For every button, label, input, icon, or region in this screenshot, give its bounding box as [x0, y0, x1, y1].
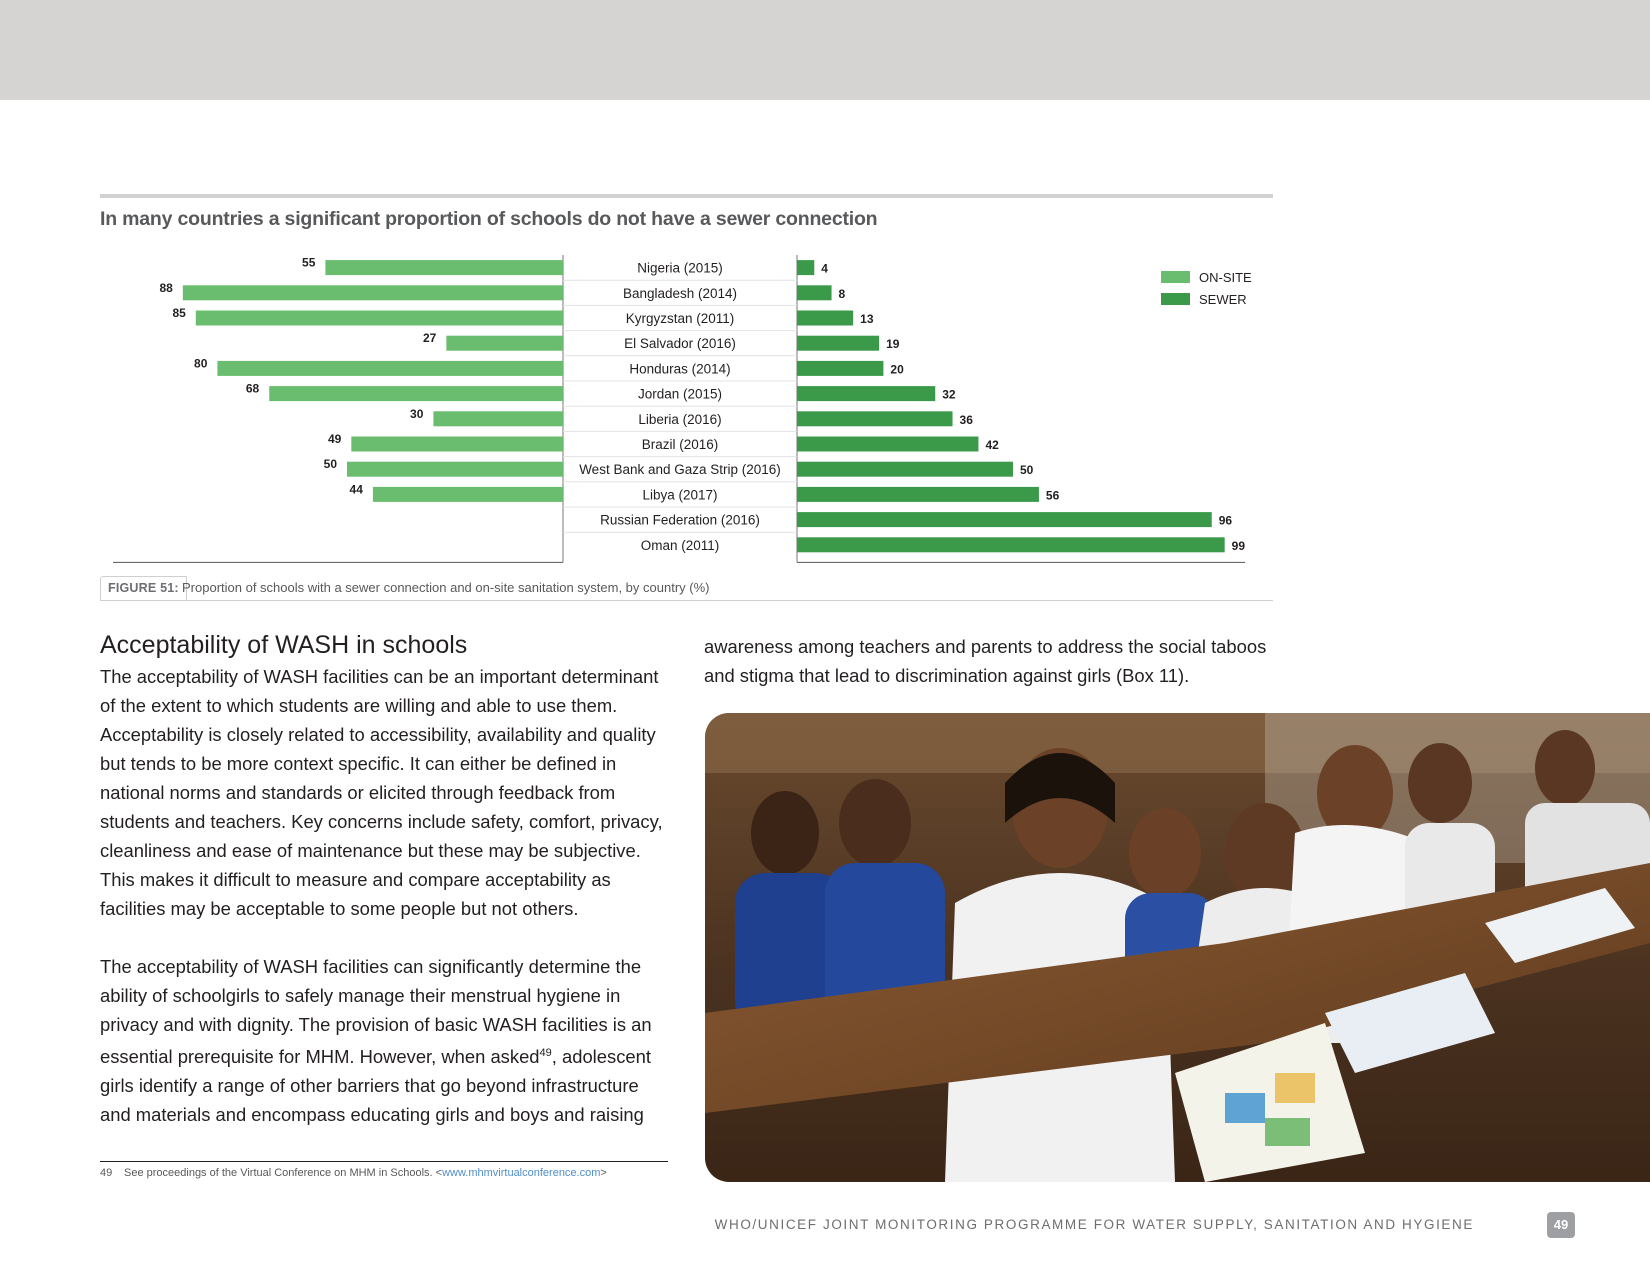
onsite-bar [446, 336, 563, 351]
onsite-bar [183, 285, 563, 300]
onsite-bar [433, 411, 563, 426]
figure-caption [100, 576, 1273, 601]
legend-label-on-site: ON-SITE [1199, 270, 1252, 285]
sewer-bar [797, 512, 1212, 527]
right-column [704, 632, 1284, 690]
category-label: Russian Federation (2016) [600, 512, 760, 528]
figure-label: FIGURE 51: [100, 576, 187, 600]
category-label: Liberia (2016) [638, 411, 722, 427]
sewer-value-label: 13 [860, 312, 874, 326]
onsite-value-label: 27 [423, 331, 437, 346]
sewer-value-label: 19 [886, 337, 900, 352]
onsite-value-label: 49 [327, 432, 342, 446]
paragraph-2-text-continued: , adolescent girls identify a range of other barriers that go beyond infrastructure and materials and encompass educating girls and boys and raising [100, 1046, 651, 1126]
onsite-value-label: 68 [245, 381, 260, 396]
bar-chart [0, 0, 1650, 620]
sewer-bar [797, 537, 1225, 552]
footnote-rule [100, 1161, 668, 1162]
onsite-value-label: 30 [410, 406, 424, 421]
category-label: Bangladesh (2014) [622, 285, 738, 301]
sewer-value-label: 50 [1020, 463, 1034, 478]
chart-title: In many countries a significant proportion of schools do not have a sewer connection [100, 208, 878, 230]
page-number: 49 [1547, 1212, 1575, 1238]
onsite-value-label: 55 [302, 255, 316, 270]
category-label: Brazil (2016) [641, 437, 719, 452]
onsite-bar [217, 361, 563, 376]
sewer-value-label: 56 [1045, 488, 1060, 503]
category-label: Nigeria (2015) [637, 260, 723, 276]
onsite-value-label: 85 [172, 306, 186, 320]
category-label: Jordan (2015) [637, 386, 723, 402]
sewer-value-label: 8 [838, 286, 846, 301]
sewer-bar [797, 437, 978, 452]
running-footer: WHO/UNICEF JOINT MONITORING PROGRAMME FOR WATER SUPPLY, SANITATION AND HYGIENE [714, 1217, 1474, 1232]
onsite-value-label: 88 [159, 280, 173, 295]
footnote-number: 49 [100, 1167, 113, 1179]
sewer-value-label: 36 [959, 412, 973, 427]
sewer-bar [797, 260, 814, 275]
sewer-bar [797, 411, 953, 426]
onsite-value-label: 44 [349, 482, 363, 497]
legend-swatch-sewer [1161, 293, 1190, 305]
category-label: El Salvador (2016) [624, 336, 736, 352]
sewer-value-label: 20 [890, 362, 904, 377]
left-column [100, 628, 668, 1129]
category-label: West Bank and Gaza Strip (2016) [579, 462, 781, 478]
sewer-bar [797, 462, 1013, 477]
onsite-bar [269, 386, 563, 401]
sewer-bar [797, 336, 879, 351]
onsite-bar [325, 260, 563, 275]
onsite-value-label: 80 [194, 356, 208, 371]
category-label: Honduras (2014) [629, 361, 731, 377]
paragraph-2 [100, 952, 668, 1129]
sewer-value-label: 42 [985, 438, 999, 452]
classroom-photo [705, 713, 1650, 1182]
sewer-value-label: 4 [821, 261, 828, 276]
category-label: Kyrgyzstan (2011) [625, 311, 735, 326]
figure-caption-text: Proportion of schools with a sewer connection and on-site sanitation system, by country (%) [182, 580, 710, 595]
section-heading: Acceptability of WASH in schools [100, 631, 468, 659]
legend-label-sewer: SEWER [1199, 292, 1247, 307]
footnote-close: > [600, 1167, 607, 1179]
sewer-bar [797, 311, 853, 326]
onsite-bar [351, 437, 563, 452]
paragraph-continuation: awareness among teachers and parents to address the social taboos and stigma that lead to discrimination against girls (Box 11). [704, 636, 1267, 686]
sewer-bar [797, 487, 1039, 502]
category-label: Libya (2017) [642, 487, 718, 503]
footnote [100, 1167, 607, 1179]
footnote-ref[interactable]: 49 [539, 1047, 552, 1059]
onsite-bar [373, 487, 563, 502]
legend-swatch-on-site [1161, 271, 1190, 283]
onsite-bar [196, 311, 563, 326]
sewer-value-label: 99 [1231, 538, 1246, 553]
sewer-value-label: 96 [1218, 513, 1233, 528]
sewer-bar [797, 386, 935, 401]
footnote-text: See proceedings of the Virtual Conference on MHM in Schools. < [124, 1167, 443, 1179]
onsite-bar [347, 462, 563, 477]
footnote-link[interactable]: www.mhmvirtualconference.com [442, 1167, 601, 1179]
sewer-bar [797, 285, 832, 300]
sewer-bar [797, 361, 883, 376]
category-label: Oman (2011) [640, 537, 720, 553]
onsite-value-label: 50 [323, 457, 337, 472]
paragraph-2-text: The acceptability of WASH facilities can significantly determine the ability of schoolgirls to safely manage their menstrual hygiene in privacy and with dignity. The provision of basic WASH facilities is an essential prerequisite for MHM. However, when asked [100, 956, 652, 1068]
paragraph-1: The acceptability of WASH facilities can be an important determinant of the extent to which students are willing and able to use them. Acceptability is closely related to accessibility, availability and quality but tends to be more context specific. It can either be defined in national norms and standards or elicited through feedback from students and teachers. Key concerns include safety, comfort, privacy, cleanliness and ease of maintenance but these may be subjective. This makes it difficult to measure and compare acceptability as facilities may be acceptable to some people but not others. [100, 666, 663, 919]
classroom-photo-image [705, 713, 1650, 1182]
sewer-value-label: 32 [942, 387, 956, 402]
